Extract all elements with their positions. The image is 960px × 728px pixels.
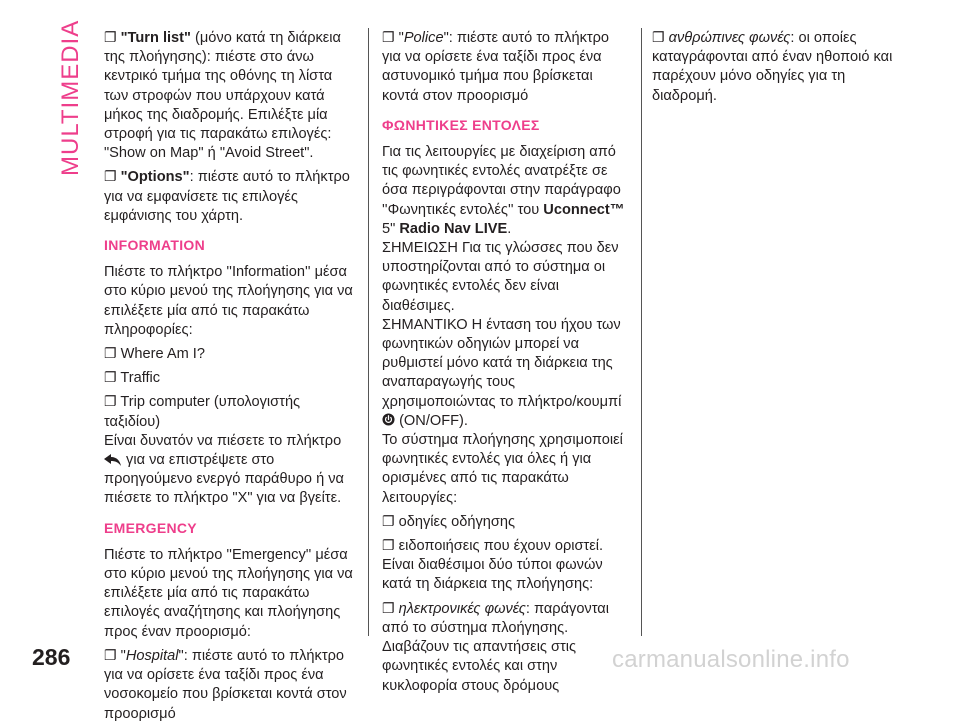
electronic-voices-text: : παράγονται από το σύστημα πλοήγησης. Διαβάζουν τις απαντήσεις στις φωνητικές εντολές και στην κυκλοφορία στους δρόμους [382,600,609,694]
text-column-1 [104,28,354,728]
text-column-3 [652,28,902,110]
electronic-voices-paragraph [382,599,632,696]
checkbox-bullet: ❐ [104,646,117,663]
hospital-paragraph: ❐ "Hospital": πιέστε αυτό το πλήκτρο για να ορίσετε ένα ταξίδι προς ένα νοσοκομείο που βρίσκεται κοντά στον προορισμό [104,646,347,722]
traffic-label: Traffic [120,370,161,387]
note-text: ΣΗΜΕΙΩΣΗ Για τις γλώσσες που δεν υποστηρίζονται από το σύστημα οι φωνητικές εντολές δεν είναι διαθέσιμες. [382,240,619,314]
checkbox-bullet: ❐ [104,393,117,410]
back-paragraph [104,432,354,509]
voice-text-3: . [507,220,512,237]
list-item-notifications [382,536,632,556]
hospital-text: ": πιέστε αυτό το πλήκτρο για να ορίσετε ένα ταξίδι προς ένα νοσοκομείο που βρίσκεται κοντά στον προορισμό [104,647,347,722]
list-item-where-am-i [104,344,354,364]
checkbox-bullet: ❐ [382,599,395,616]
voice-text-1: Για τις λειτουργίες με διαχείριση από τις φωνητικές εντολές ανατρέξτε σε όσα περιγράφονται στην παράγραφο ''Φωνητικές εντολές'' του [382,144,621,218]
checkbox-bullet: ❐ [652,29,665,45]
checkbox-bullet: ❐ [382,512,395,529]
column-divider [368,28,369,636]
electronic-voices-label: ηλεκτρονικές φωνές [398,600,526,617]
voice-commands-heading: ΦΩΝΗΤΙΚΕΣ ΕΝΤΟΛΕΣ [382,116,540,133]
text-column-2 [382,28,632,700]
police-paragraph: ❐ "Police": πιέστε αυτό το πλήκτρο για να ορίσετε ένα ταξίδι προς ένα αστυνομικό τμήμα που βρίσκεται κοντά στον προορισμό [382,29,610,104]
turn-list-paragraph [104,28,354,163]
radio-nav-label: Radio Nav LIVE [399,220,508,237]
checkbox-bullet: ❐ [104,168,117,185]
voice-commands-text [382,143,632,239]
information-text: Πιέστε το πλήκτρο ''Information'' μέσα στο κύριο μενού της πλοήγησης για να επιλέξετε μία από τις παρακάτω πληροφορίες: [104,264,353,338]
watermark-text: carmanualsonline.info [612,646,850,673]
page-number: 286 [32,644,71,670]
uconnect-label: Uconnect™ [543,201,625,218]
checkbox-bullet: ❐ [382,537,395,554]
column-divider [641,28,642,636]
checkbox-bullet: ❐ [104,369,117,386]
options-text: : πιέστε αυτό το πλήκτρο για να εμφανίσετε τις επιλογές εμφάνισης του χάρτη. [104,169,350,224]
important-text [382,316,632,431]
important-text-1: ΣΗΜΑΝΤΙΚΟ Η ένταση του ήχου των φωνητικών οδηγιών μπορεί να ρυθμιστεί μόνο κατά τη διάρκεια της αναπαραγωγής τους χρησιμοποιώντας το πλήκτρο/κουμπί [382,316,622,410]
two-types-text: Είναι διαθέσιμοι δύο τύποι φωνών κατά τη διάρκεια της πλοήγησης: [382,557,603,593]
checkbox-bullet: ❐ [104,29,117,45]
notifications-label: ειδοποιήσεις που έχουν οριστεί. [398,538,604,555]
power-icon [382,413,395,426]
important-text-2: (ON/OFF). [399,412,468,429]
back-text-2: για να επιστρέψετε στο προηγούμενο ενεργό παράθυρο ή να πιέσετε το πλήκτρο "X" για να βγείτε. [104,452,344,507]
human-voices-label: ανθρώπινες φωνές [668,30,791,46]
information-heading: INFORMATION [104,237,206,254]
hospital-label: Hospital [125,647,179,664]
emergency-heading: EMERGENCY [104,519,197,536]
driving-label: οδηγίες οδήγησης [398,513,516,530]
human-voices-text: : οι οποίες καταγράφονται από έναν ηθοποιό και παρέχουν μόνο οδηγίες για τη διαδρομή. [652,30,893,104]
police-text: ": πιέστε αυτό το πλήκτρο για να ορίσετε ένα ταξίδι προς ένα αστυνομικό τμήμα που βρίσκεται κοντά στον προορισμό [382,30,610,104]
back-text-1: Είναι δυνατόν να πιέσετε το πλήκτρο [104,432,342,449]
where-am-i-label: Where Am I? [120,346,205,363]
turn-list-label: "Turn list" [120,30,191,46]
police-label: Police [403,30,444,46]
back-arrow-icon [104,454,122,466]
checkbox-bullet: ❐ [104,345,117,362]
system-text: Το σύστημα πλοήγησης χρησιμοποιεί φωνητικές εντολές για όλες ή για ορισμένες από τις παρακάτω λειτουργίες: [382,432,623,506]
list-item-trip-computer [104,392,354,431]
voice-text-2: 5" [382,220,400,237]
turn-list-text: (μόνο κατά τη διάρκεια της πλοήγησης): πιέστε στο άνω κεντρικό τμήμα της οθόνης τη λίστα των στροφών που υπάρχουν κατά μήκος της διαδρομής. Επιλέξτε μία στροφή για τις παρακάτω επιλογές: "Show on Map" ή "Avoid Street". [104,30,341,162]
list-item-driving [382,512,632,532]
checkbox-bullet: ❐ [382,29,395,45]
options-paragraph [104,167,354,226]
options-label: "Options" [120,169,190,186]
list-item-traffic [104,368,354,388]
section-title-vertical: MULTIMEDIA [57,19,84,176]
trip-computer-label: Trip computer (υπολογιστής ταξιδίου) [104,394,301,430]
emergency-text: Πιέστε το πλήκτρο ''Emergency'' μέσα στο κύριο μενού της πλοήγησης για να επιλέξετε μία από τις παρακάτω επιλογές αναζήτησης και πλοήγησης προς έναν προορισμό: [104,546,353,640]
human-voices-paragraph [652,28,902,106]
